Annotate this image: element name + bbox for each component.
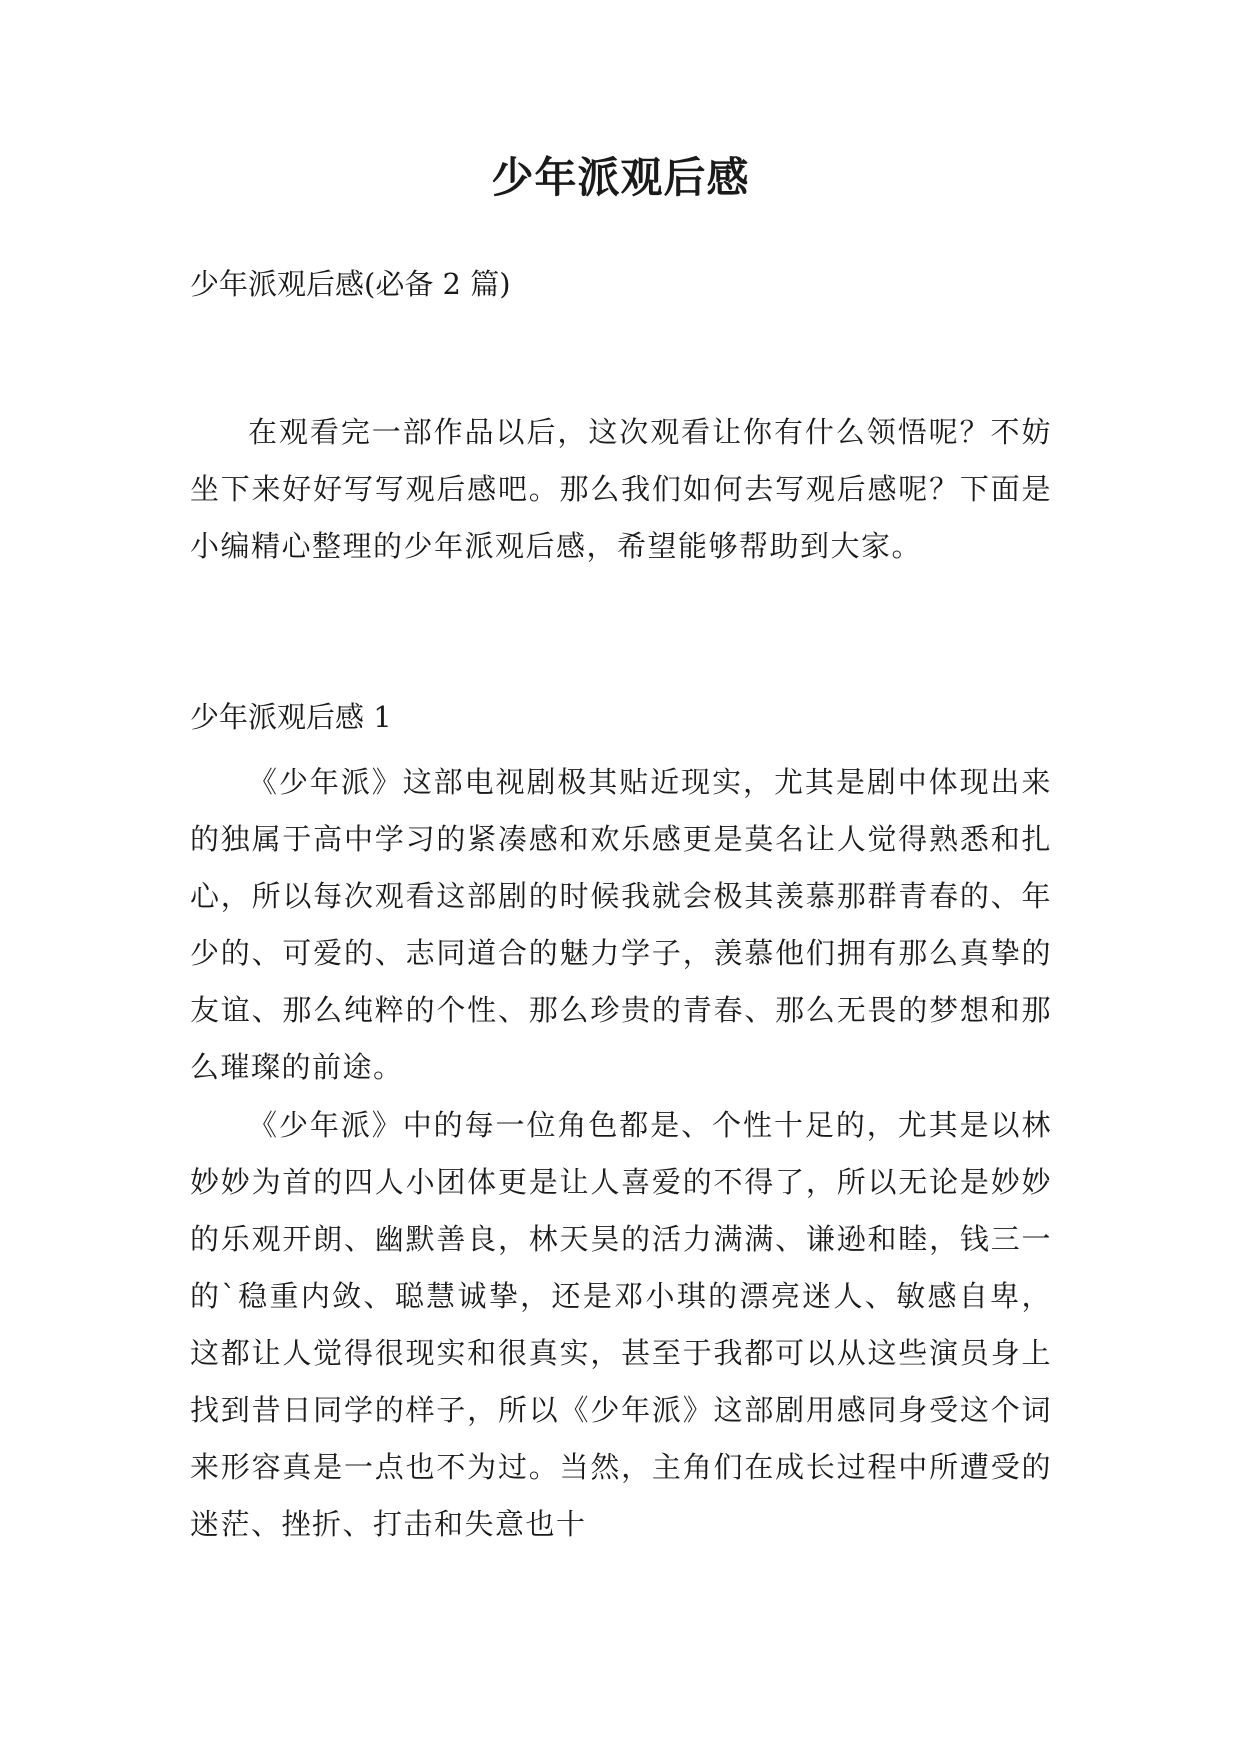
section-heading: 少年派观后感 1: [190, 700, 392, 734]
document-title: 少年派观后感: [491, 153, 750, 202]
document-subtitle: 少年派观后感(必备 2 篇): [190, 267, 511, 301]
intro-paragraph: 在观看完一部作品以后，这次观看让你有什么领悟呢？不妨坐下来好好写写观后感吧。那么我们如何去写观后感呢？下面是小编精心整理的少年派观后感，希望能够帮助到大家。: [190, 415, 1052, 563]
body-paragraph: 《少年派》这部电视剧极其贴近现实，尤其是剧中体现出来的独属于高中学习的紧凑感和欢乐感更是莫名让人觉得熟悉和扎心，所以每次观看这部剧的时候我就会极其羡慕那群青春的、年少的、可爱的、志同道合的魅力学子，羡慕他们拥有那么真挚的友谊、那么纯粹的个性、那么珍贵的青春、那么无畏的梦想和那么璀璨的前途。: [190, 765, 1052, 1084]
body-paragraph: 《少年派》中的每一位角色都是、个性十足的，尤其是以林妙妙为首的四人小团体更是让人喜爱的不得了，所以无论是妙妙的乐观开朗、幽默善良，林天昊的活力满满、谦逊和睦，钱三一的`稳重内敛、聪慧诚挚，还是邓小琪的漂亮迷人、敏感自卑，这都让人觉得很现实和很真实，甚至于我都可以从这些演员身上找到昔日同学的样子，所以《少年派》这部剧用感同身受这个词来形容真是一点也不为过。当然，主角们在成长过程中所遭受的迷茫、挫折、打击和失意也十: [190, 1108, 1052, 1541]
